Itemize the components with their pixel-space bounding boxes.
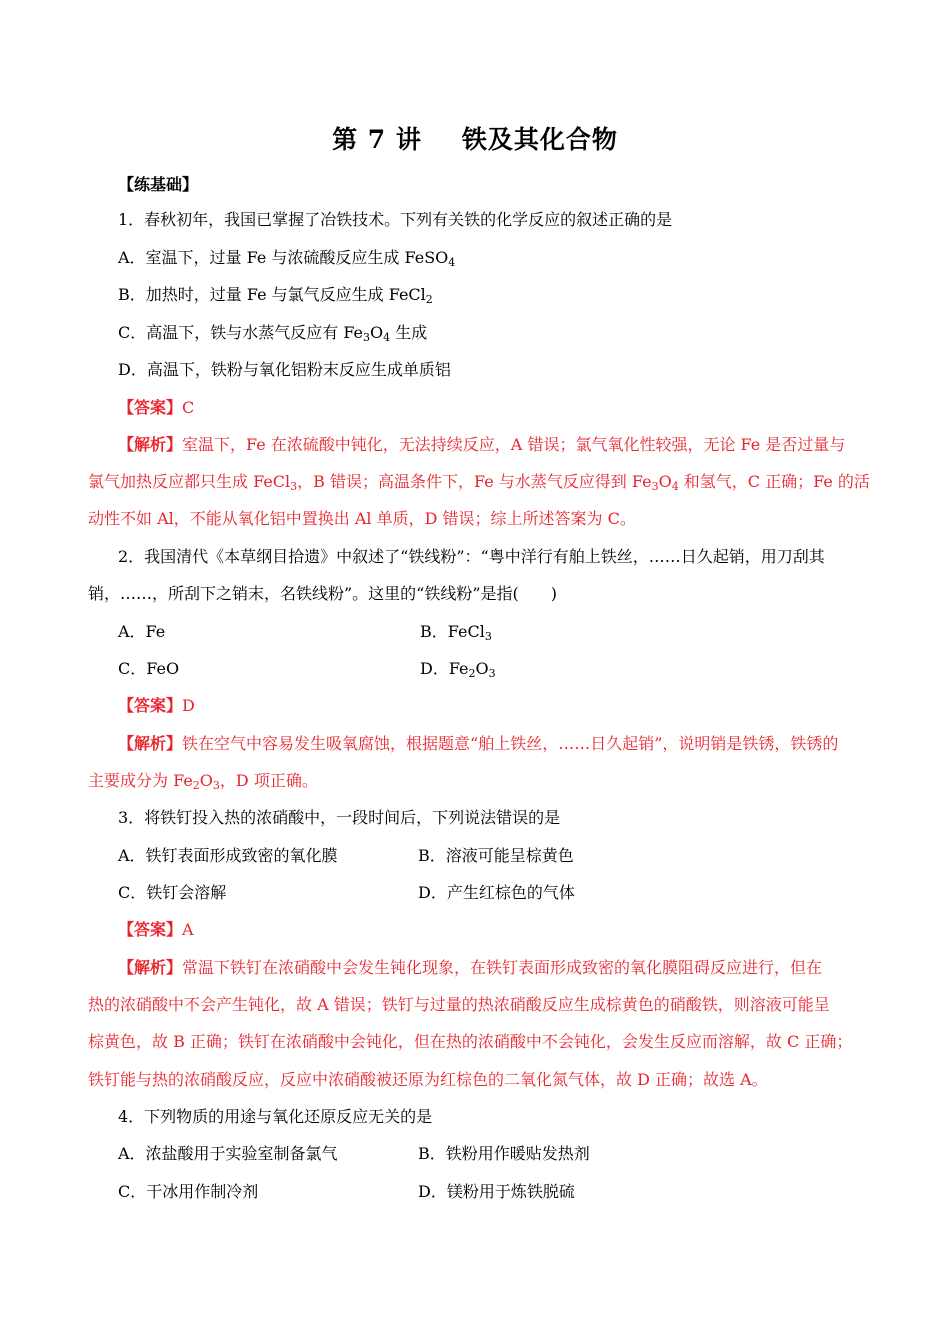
q2-option-d: D．$Fe_2O_3$ [420, 659, 496, 680]
q1-option-b: B．加热时，过量 Fe 与氯气反应生成 FeCl$_2$ [118, 285, 433, 306]
q1-answer: 【答案】C [118, 398, 195, 417]
q1-option-d: D．高温下，铁粉与氧化铝粉末反应生成单质铝 [118, 360, 451, 379]
q2-option-a: A．Fe [118, 622, 166, 641]
q2-option-c: C．FeO [118, 659, 180, 678]
q4-option-c: C．干冰用作制冷剂 [118, 1182, 259, 1201]
q1-analysis-line-2: 氯气加热反应都只生成 FeCl$_3$，B 错误；高温条件下，Fe 与水蒸气反应得到 $Fe_3O_4$ 和氢气，C 正确；Fe 的活 [88, 472, 870, 493]
q3-analysis-line-2: 热的浓硝酸中不会产生钝化，故 A 错误；铁钉与过量的热浓硝酸反应生成棕黄色的硝酸铁，则溶液可能呈 [88, 995, 830, 1014]
q4-option-d: D．镁粉用于炼铁脱硫 [418, 1182, 575, 1201]
q3-answer: 【答案】A [118, 920, 194, 939]
q2-stem-line-2: 销，……，所刮下之销末，名铁线粉”。这里的“铁线粉”是指( ) [88, 584, 558, 603]
q4-stem: 4．下列物质的用途与氧化还原反应无关的是 [118, 1107, 433, 1126]
q1-analysis-line-3: 动性不如 Al，不能从氧化铝中置换出 Al 单质，D 错误；综上所述答案为 C。 [88, 509, 636, 528]
q1-analysis-line-1: 【解析】室温下，Fe 在浓硫酸中钝化，无法持续反应，A 错误；氯气氧化性较强，无论 Fe 是否过量与 [118, 435, 846, 454]
q2-answer: 【答案】D [118, 696, 195, 715]
q4-option-a: A．浓盐酸用于实验室制备氯气 [118, 1144, 338, 1163]
q2-option-b: B．FeCl$_3$ [420, 622, 492, 643]
q2-stem-line-1: 2．我国清代《本草纲目拾遗》中叙述了“铁线粉”：“粤中洋行有舶上铁丝，……日久起销，用刀刮其 [118, 547, 825, 566]
q1-option-c: C．高温下，铁与水蒸气反应有 $Fe_3O_4$ 生成 [118, 323, 428, 344]
q1-option-a: A．室温下，过量 Fe 与浓硫酸反应生成 FeSO$_4$ [118, 248, 456, 269]
q3-option-c: C．铁钉会溶解 [118, 883, 227, 902]
q3-option-b: B．溶液可能呈棕黄色 [418, 846, 574, 865]
q3-option-d: D．产生红棕色的气体 [418, 883, 575, 902]
q1-stem: 1．春秋初年，我国已掌握了冶铁技术。下列有关铁的化学反应的叙述正确的是 [118, 210, 673, 229]
q4-option-b: B．铁粉用作暖贴发热剂 [418, 1144, 590, 1163]
q3-stem: 3．将铁钉投入热的浓硝酸中，一段时间后，下列说法错误的是 [118, 808, 561, 827]
section-heading: 【练基础】 [118, 175, 199, 194]
q3-analysis-line-1: 【解析】常温下铁钉在浓硝酸中会发生钝化现象，在铁钉表面形成致密的氧化膜阻碍反应进行，但在 [118, 958, 823, 977]
q3-option-a: A．铁钉表面形成致密的氧化膜 [118, 846, 338, 865]
q3-analysis-line-3: 棕黄色，故 B 正确；铁钉在浓硝酸中会钝化，但在热的浓硝酸中不会钝化，会发生反应而溶解，故 C 正确； [88, 1032, 853, 1051]
q2-analysis-line-1: 【解析】铁在空气中容易发生吸氧腐蚀，根据题意“舶上铁丝，……日久起销”，说明销是铁锈，铁锈的 [118, 734, 839, 753]
q3-analysis-line-4: 铁钉能与热的浓硝酸反应，反应中浓硝酸被还原为红棕色的二氧化氮气体，故 D 正确；故选 A。 [88, 1070, 768, 1089]
q2-analysis-line-2: 主要成分为 $Fe_2O_3$，D 项正确。 [88, 771, 318, 792]
page-title: 第 7 讲 铁及其化合物 [332, 125, 618, 154]
